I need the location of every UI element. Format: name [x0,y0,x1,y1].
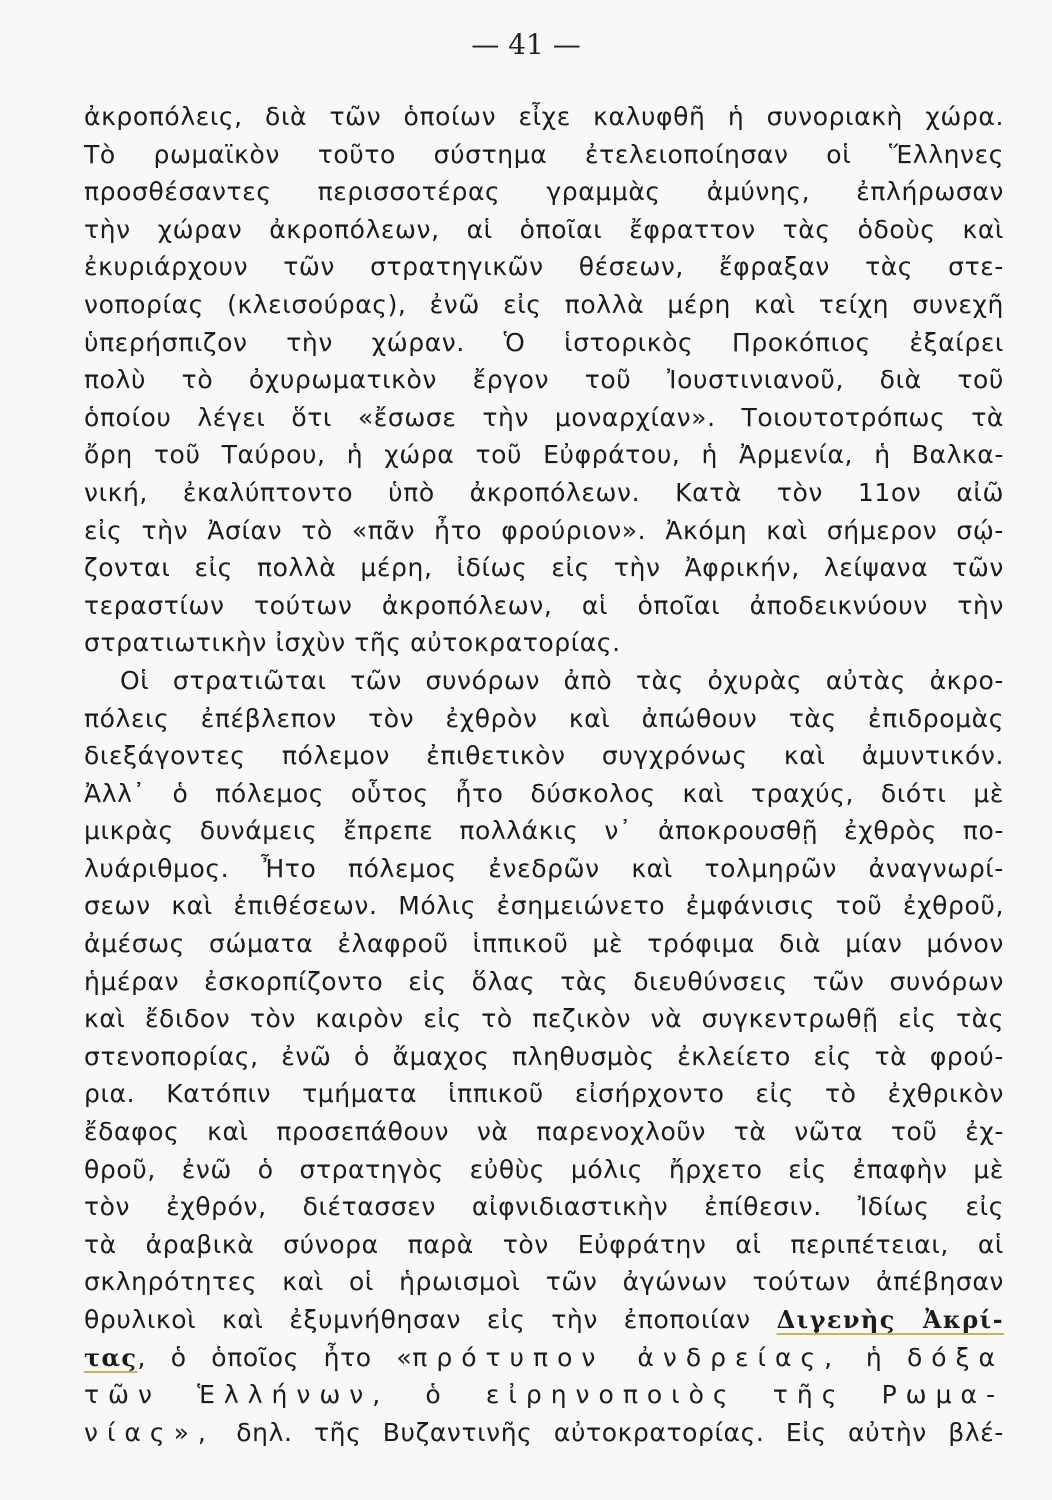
text-line: καὶ ἔδιδον τὸν καιρὸν εἰς τὸ πεζικὸν νὰ συγκεντρωθῇ εἰς τὰς [84,1004,1004,1034]
text-line: εἰς τὴν Ἀσίαν τὸ «πᾶν ἦτο φρούριον». Ἀκόμη καὶ σήμερον σῴ- [84,515,1004,545]
emphasized-name-continuation: τας [84,1342,138,1372]
text-line: πόλεις ἐπέβλεπον τὸν ἐχθρὸν καὶ ἀπώθουν τὰς ἐπιδρομὰς [84,703,1004,733]
text-line: στενοπορίας, ἐνῶ ὁ ἄμαχος πληθυσμὸς ἐκλείετο εἰς τὰ φρού- [84,1041,1004,1071]
text-line: ζονται εἰς πολλὰ μέρη, ἰδίως εἰς τὴν Ἀφρικήν, λείψανα τῶν [84,553,1004,583]
text-segment: , ὁ ὁποῖος ἦτο « [137,1342,413,1372]
text-line: στρατιωτικὴν ἰσχὺν τῆς αὐτοκρατορίας. [84,628,621,658]
text-line: νοπορίας (κλεισούρας), ἐνῶ εἰς πολλὰ μέρη καὶ τείχη συνεχῆ [84,289,1004,319]
text-line-with-spaced-quote [84,1414,1004,1452]
text-line: τὰ ἀραβικὰ σύνορα παρὰ τὸν Εὐφράτην αἱ περιπέτειαι, αἱ [84,1229,1004,1259]
text-line: μικρὰς δυνάμεις ἔπρεπε πολλάκις ν᾽ ἀποκρουσθῇ ἐχθρὸς πο- [84,816,1004,846]
text-line: ρια. Κατόπιν τμήματα ἱππικοῦ εἰσήρχοντο εἰς τὸ ἐχθρικὸν [84,1079,1004,1109]
text-line-with-spaced-quote [84,1339,1004,1377]
emphasized-name: Διγενὴς Ἀκρί- [776,1305,1004,1334]
text-line: ὁποίου λέγει ὅτι «ἔσωσε τὴν μοναρχίαν». Τοιουτοτρόπως τὰ [84,402,1004,432]
spaced-quote: πρότυπον ἀνδρείας, [412,1342,842,1372]
text-line: Ἀλλ᾽ ὁ πόλεμος οὗτος ἦτο δύσκολος καὶ τραχύς, διότι μὲ [84,778,1004,808]
text-line: θροῦ, ἐνῶ ὁ στρατηγὸς εὐθὺς μόλις ἤρχετο εἰς ἐπαφὴν μὲ [84,1154,1004,1184]
text-line: ἀκροπόλεις, διὰ τῶν ὁποίων εἶχε καλυφθῆ ἡ συνοριακὴ χώρα. [84,102,1004,131]
text-line: ὄρη τοῦ Ταύρου, ἡ χώρα τοῦ Εὐφράτου, ἡ Ἀρμενία, ἡ Βαλκα- [84,440,1004,470]
text-line: Τὸ ρωμαϊκὸν τοῦτο σύστημα ἐτελειοποίησαν οἱ Ἕλληνες [84,139,1004,169]
text-line: τὴν χώραν ἀκροπόλεων, αἱ ὁποῖαι ἔφραττον τὰς ὁδοὺς καὶ [84,214,1004,244]
text-line: ἡμέραν ἐσκορπίζοντο εἰς ὅλας τὰς διευθύνσεις τῶν συνόρων [84,966,1004,996]
text-line: διεξάγοντες πόλεμον ἐπιθετικὸν συγχρόνως καὶ ἀμυντικόν. [84,741,1004,771]
spaced-quote: νίας», [84,1417,215,1447]
text-line: Οἱ στρατιῶται τῶν συνόρων ἀπὸ τὰς ὀχυρὰς αὐτὰς ἀκρο- [120,665,1004,695]
spaced-quote: δόξα [907,1342,1004,1372]
body-text [84,98,1004,1451]
text-line: ἔδαφος καὶ προσεπάθουν νὰ παρενοχλοῦν τὰ νῶτα τοῦ ἐχ- [84,1117,1004,1147]
text-line: ἐκυριάρχουν τῶν στρατηγικῶν θέσεων, ἔφραξαν τὰς στε- [84,252,1004,282]
text-segment: ἡ [841,1342,907,1372]
text-segment: δηλ. τῆς Βυζαντινῆς αὐτοκρατορίας. Εἰς αὐτὴν βλέ- [214,1417,1004,1447]
text-line: ἀμέσως σώματα ἐλαφροῦ ἱππικοῦ μὲ τρόφιμα διὰ μίαν μόνον [84,929,1004,959]
text-line: τεραστίων τούτων ἀκροπόλεων, αἱ ὁποῖαι ἀποδεικνύουν τὴν [84,590,1004,620]
text-segment: θρυλικοὶ καὶ ἐξυμνήθησαν εἰς τὴν ἐποποιίαν [84,1305,751,1334]
text-line: πολὺ τὸ ὀχυρωματικὸν ἔργον τοῦ Ἰουστινιανοῦ, διὰ τοῦ [84,365,1004,395]
text-line: σεων καὶ ἐπιθέσεων. Μόλις ἐσημειώνετο ἐμφάνισις τοῦ ἐχθροῦ, [84,891,1004,921]
spaced-quote-line: τῶν Ἑλλήνων, ὁ εἰρηνοποιὸς τῆς Ρωμα- [84,1380,1004,1410]
text-line: λυάριθμος. Ἦτο πόλεμος ἐνεδρῶν καὶ τολμηρῶν ἀναγνωρί- [84,853,1004,883]
text-line: ὑπερήσπιζον τὴν χώραν. Ὁ ἱστορικὸς Προκόπιος ἐξαίρει [84,327,1004,357]
page-number: — 41 — [471,28,581,61]
text-line: προσθέσαντες περισσοτέρας γραμμὰς ἀμύνης, ἐπλήρωσαν [84,177,1004,207]
text-line: τὸν ἐχθρόν, διέτασσεν αἰφνιδιαστικὴν ἐπίθεσιν. Ἰδίως εἰς [84,1192,1004,1222]
text-line-with-emphasis [84,1301,1004,1339]
text-line: νική, ἐκαλύπτοντο ὑπὸ ἀκροπόλεων. Κατὰ τὸν 11ον αἰῶ [84,477,1004,507]
text-line: σκληρότητες καὶ οἱ ἡρωισμοὶ τῶν ἀγώνων τούτων ἀπέβησαν [84,1267,1004,1297]
